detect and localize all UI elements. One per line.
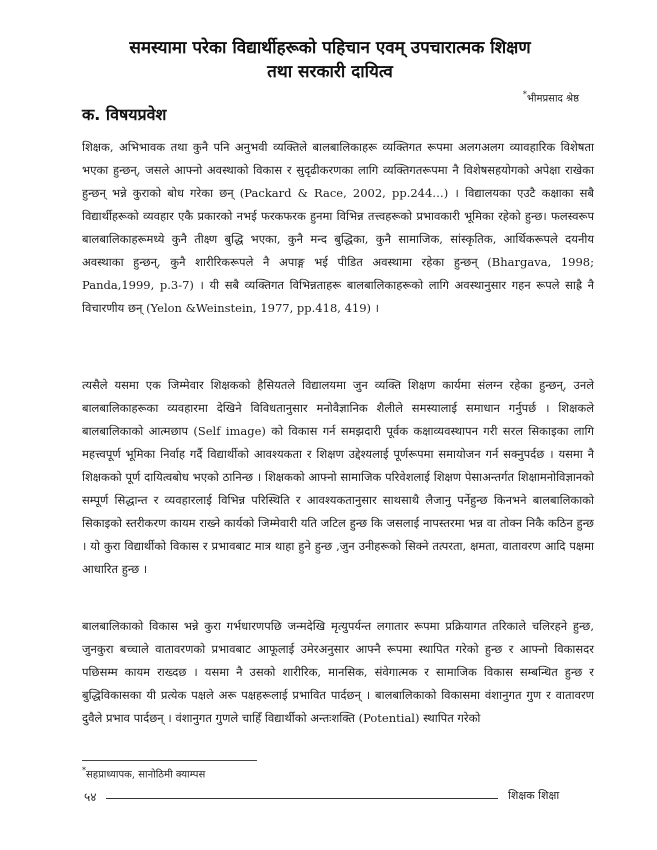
article-title-line-2: तथा सरकारी दायित्व: [267, 62, 393, 82]
paragraph-1: शिक्षक, अभिभावक तथा कुनै पनि अनुभवी व्यक्तिले बालबालिकाहरू व्यक्तिगत रूपमा अलगअलग व्यावहारिक विशेषता भएका हुन्छन्, जसले आफ्नो अवस्थाको विकास र सुदृढीकरणका लागि व्यक्तिगतरूपमा नै विशेषसहयोगको अपेक्षा राखेका हुन्छन् भन्ने कुराको बोध गरेका छन् (Packard & Race, 2002, pp.244…) । विद्यालयका एउटै कक्षाका सबै विद्यार्थीहरूको व्यवहार एकै प्रकारको नभई फरकफरक हुनमा विभिन्न तत्त्वहरूको प्रभावकारी भूमिका रहेको हुन्छ। फलस्वरूप बालबालिकाहरूमध्ये कुनै तीक्ष्ण बुद्धि भएका, कुनै मन्द बुद्धिका, कुनै सामाजिक, सांस्कृतिक, आर्थिकरूपले दयनीय अवस्थाका हुन्छन्, कुनै शारीरिकरूपले नै अपाङ्ग भई पीडित अवस्थामा रहेका हुन्छन् (Bhargava, 1998; Panda,1999, p.3-7) । यी सबै व्यक्तिगत विभिन्नताहरू बालबालिकाहरूको लागि अवस्थानुसार गहन रूपले साह्रै नै विचारणीय छन् (Yelon &Weinstein, 1977, pp.418, 419) ।: [82, 139, 594, 315]
footnote: [82, 766, 205, 780]
footnote-text: सहप्राध्यापक, सानोठिमी क्याम्पस: [86, 769, 206, 781]
page-number: ५४: [84, 790, 97, 804]
author-name: भीमप्रसाद श्रेष्ठ: [526, 93, 579, 105]
journal-name: शिक्षक शिक्षा: [508, 789, 560, 802]
section-heading: क. विषयप्रवेश: [82, 105, 167, 124]
paragraph-3: बालबालिकाको विकास भन्ने कुरा गर्भधारणपछि जन्मदेखि मृत्युपर्यन्त लगातार रूपमा प्रक्रियागत तरिकाले चलिरहने हुन्छ, जुनकुरा बच्चाले वातावरणको प्रभावबाट आफूलाई उमेरअनुसार आफ्नै रूपमा स्थापित गरेको हुन्छ र आफ्नो विकासदर पछिसम्म कायम राख्दछ । यसमा नै उसको शारीरिक, मानसिक, संवेगात्मक र सामाजिक विकास सम्बन्धित हुन्छ र बुद्धिविकासका यी प्रत्येक पक्षले अरू पक्षहरूलाई प्रभावित पार्दछन् । बालबालिकाको विकासमा वंशानुगत गुण र वातावरण दुवैले प्रभाव पार्दछन् । वंशानुगत गुणले चाहिँ विद्यार्थीको अन्तःशक्ति (Potential) स्थापित गरेको: [82, 618, 594, 725]
paragraph-2: त्यसैले यसमा एक जिम्मेवार शिक्षकको हैसियतले विद्यालयमा जुन व्यक्ति शिक्षण कार्यमा संलग्न रहेका हुन्छन्, उनले बालबालिकाहरूका व्यवहारमा देखिने विविधतानुसार मनोवैज्ञानिक शैलीले समस्यालाई समाधान गर्नुपर्छ । शिक्षकले बालबालिकाको आत्मछाप (Self image) को विकास गर्न समझदारी पूर्वक कक्षाव्यवस्थापन गरी सरल सिकाइका लागि महत्त्वपूर्ण भूमिका निर्वाह गर्दै विद्यार्थीको आवश्यकता र शिक्षण उद्देश्यलाई पूर्णरूपमा समायोजन गर्न सक्नुपर्दछ । यसमा नै शिक्षकको पूर्ण दायित्वबोध भएको ठानिन्छ । शिक्षकको आफ्नो सामाजिक परिवेशलाई शिक्षण पेसाअन्तर्गत शिक्षामनोविज्ञानको सम्पूर्ण सिद्धान्त र व्यवहारलाई विभिन्न परिस्थिति र आवश्यकतानुसार साथसाथै लैजानु पर्नेहुन्छ किनभने बालबालिकाको सिकाइको स्तरीकरण कायम राख्ने कार्यको जिम्मेवारी यति जटिल हुन्छ कि जसलाई नापस्तरमा भन्न वा तोक्न निकै कठिन हुन्छ । यो कुरा विद्यार्थीको विकास र प्रभावबाट मात्र थाहा हुने हुन्छ ,जुन उनीहरूको सिक्ने तत्परता, क्षमता, वातावरण आदि पक्षमा आधारित हुन्छ ।: [82, 377, 594, 576]
author-footnote-mark: *: [522, 90, 527, 99]
article-title-line-1: समस्यामा परेका विद्यार्थीहरूको पहिचान एवम् उपचारात्मक शिक्षण: [129, 38, 531, 58]
footer-divider: [106, 798, 498, 799]
footnote-mark: *: [82, 766, 86, 775]
author-byline: [523, 90, 579, 104]
footnote-divider: [82, 760, 257, 761]
